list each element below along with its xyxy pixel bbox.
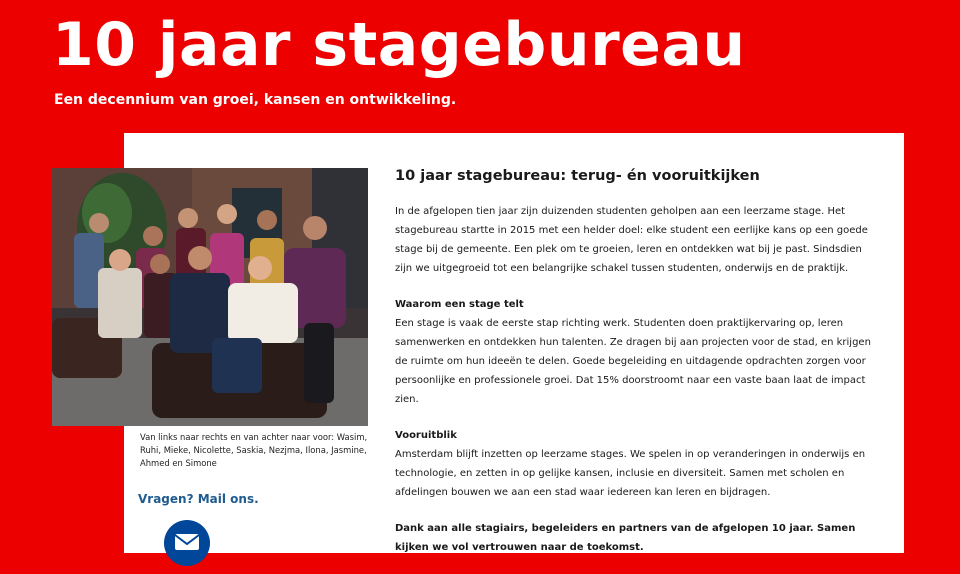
page-subtitle: Een decennium van groei, kansen en ontwikkeling. (54, 92, 457, 108)
article-intro: In de afgelopen tien jaar zijn duizenden studenten geholpen aan een leerzame stage. Het stagebureau startte in 2015 met een helder doel: elke student een eerlijke kans op een goede stage bij de gemeente. Een plek om te groeien, leren en ontdekken wat bij je past. Sindsdien zijn we uitgegroeid tot een belangrijke schakel tussen studenten, onderwijs en de praktijk. (395, 206, 868, 274)
team-photo (52, 168, 368, 426)
section-body-why: Een stage is vaak de eerste stap richting werk. Studenten doen praktijkervaring op, leren samenwerken en ontdekken hun talenten. Ze dragen bij aan projecten voor de stad, en krijgen de ruimte om hun ideeën te delen. Goede begeleiding en uitdagende opdrachten zorgen voor persoonlijke en professionele groei. Dat 15% doorstroomt naar een vaste baan laat de impact zien. (395, 318, 871, 405)
section-title-why: Waarom een stage telt (395, 299, 524, 310)
article-closing: Dank aan alle stagiairs, begeleiders en partners van de afgelopen 10 jaar. Samen kijken we vol vertrouwen naar de toekomst. (395, 523, 856, 553)
section-title-outlook: Vooruitblik (395, 430, 457, 441)
mail-icon[interactable] (164, 520, 210, 566)
photo-caption: Van links naar rechts en van achter naar voor: Wasim, Ruhi, Mieke, Nicolette, Saskia, Nezjma, Ilona, Jasmine, Ahmed en Simone (140, 432, 368, 468)
article-section-why (395, 295, 875, 409)
article (395, 166, 875, 574)
section-body-outlook: Amsterdam blijft inzetten op leerzame stages. We spelen in op veranderingen in onderwijs en technologie, en zetten in op gelijke kansen, inclusie en diversiteit. Samen met scholen en afdelingen bouwen we aan een stad waar iedereen kan leren en bijdragen. (395, 449, 866, 498)
article-heading: 10 jaar stagebureau: terug- én vooruitkijken (395, 168, 760, 184)
article-section-outlook (395, 426, 875, 502)
page-title: 10 jaar stagebureau (52, 10, 746, 80)
contact-mail-link[interactable]: Vragen? Mail ons. (138, 492, 259, 506)
